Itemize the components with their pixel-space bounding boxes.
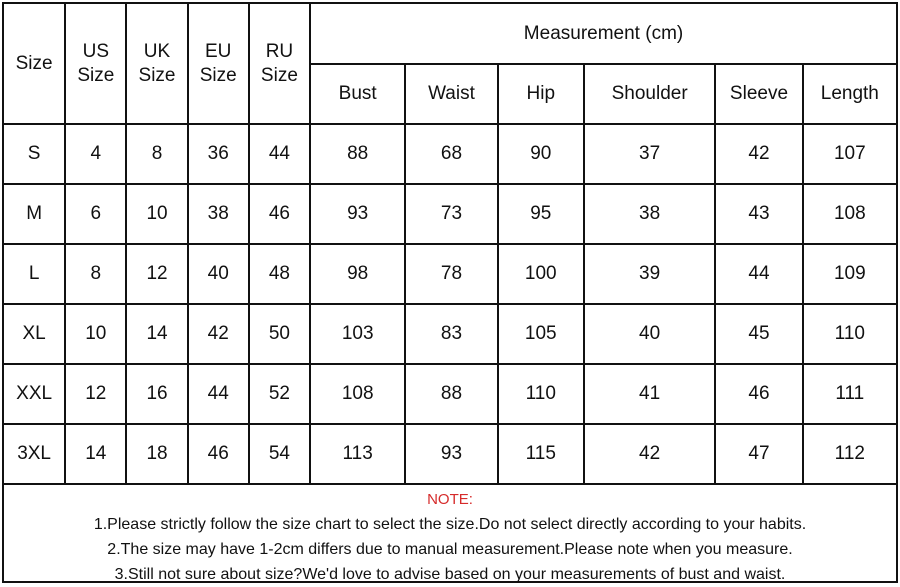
note-line-1: 1.Please strictly follow the size chart to select the size.Do not select directly according to your habits. bbox=[93, 516, 807, 533]
cell-size: L bbox=[4, 244, 65, 304]
cell-us-size: 14 bbox=[65, 424, 126, 484]
header-waist: Waist bbox=[405, 64, 497, 124]
cell-uk-size: 14 bbox=[126, 304, 187, 364]
cell-waist: 78 bbox=[405, 244, 497, 304]
cell-waist: 93 bbox=[405, 424, 497, 484]
cell-sleeve: 44 bbox=[715, 244, 802, 304]
table-row bbox=[4, 244, 896, 304]
cell-uk-size: 10 bbox=[126, 184, 187, 244]
cell-eu-size: 44 bbox=[188, 364, 249, 424]
cell-length: 110 bbox=[803, 304, 896, 364]
cell-eu-size: 36 bbox=[188, 124, 249, 184]
table-row bbox=[4, 124, 896, 184]
header-ru-size bbox=[249, 4, 310, 124]
cell-shoulder: 41 bbox=[584, 364, 715, 424]
header-us-size bbox=[65, 4, 126, 124]
cell-hip: 95 bbox=[498, 184, 584, 244]
cell-hip: 90 bbox=[498, 124, 584, 184]
header-eu-size bbox=[188, 4, 249, 124]
cell-size: 3XL bbox=[4, 424, 65, 484]
note-title: NOTE: bbox=[427, 491, 473, 508]
header-length: Length bbox=[803, 64, 896, 124]
cell-shoulder: 40 bbox=[584, 304, 715, 364]
cell-size: M bbox=[4, 184, 65, 244]
cell-length: 108 bbox=[803, 184, 896, 244]
table-row bbox=[4, 424, 896, 484]
cell-ru-size: 48 bbox=[249, 244, 310, 304]
cell-bust: 113 bbox=[310, 424, 405, 484]
cell-uk-size: 12 bbox=[126, 244, 187, 304]
table-row bbox=[4, 304, 896, 364]
cell-sleeve: 47 bbox=[715, 424, 802, 484]
size-chart bbox=[2, 2, 898, 583]
cell-size: XXL bbox=[4, 364, 65, 424]
cell-length: 111 bbox=[803, 364, 896, 424]
header-uk-size-label: Size bbox=[138, 64, 176, 86]
cell-shoulder: 37 bbox=[584, 124, 715, 184]
table-body bbox=[4, 124, 896, 484]
header-us-size-label: Size bbox=[77, 64, 115, 86]
header-uk-size bbox=[126, 4, 187, 124]
cell-shoulder: 38 bbox=[584, 184, 715, 244]
cell-uk-size: 16 bbox=[126, 364, 187, 424]
cell-us-size: 6 bbox=[65, 184, 126, 244]
cell-eu-size: 38 bbox=[188, 184, 249, 244]
cell-length: 107 bbox=[803, 124, 896, 184]
note-line-3: 3.Still not sure about size?We'd love to advise based on your measurements of bust and waist. bbox=[114, 566, 786, 583]
header-ru-size-label: Size bbox=[260, 64, 298, 86]
notes-section bbox=[4, 485, 896, 587]
header-eu-label: EU bbox=[205, 40, 232, 62]
cell-us-size: 4 bbox=[65, 124, 126, 184]
cell-ru-size: 50 bbox=[249, 304, 310, 364]
cell-hip: 100 bbox=[498, 244, 584, 304]
cell-shoulder: 42 bbox=[584, 424, 715, 484]
cell-bust: 103 bbox=[310, 304, 405, 364]
cell-bust: 93 bbox=[310, 184, 405, 244]
header-us-label: US bbox=[82, 40, 109, 62]
cell-ru-size: 54 bbox=[249, 424, 310, 484]
header-eu-size-label: Size bbox=[199, 64, 237, 86]
cell-eu-size: 40 bbox=[188, 244, 249, 304]
cell-sleeve: 46 bbox=[715, 364, 802, 424]
header-bust: Bust bbox=[310, 64, 405, 124]
size-table bbox=[4, 4, 896, 485]
header-measurement-group: Measurement (cm) bbox=[310, 4, 896, 64]
cell-ru-size: 44 bbox=[249, 124, 310, 184]
cell-us-size: 8 bbox=[65, 244, 126, 304]
cell-us-size: 12 bbox=[65, 364, 126, 424]
header-ru-label: RU bbox=[265, 40, 294, 62]
cell-ru-size: 52 bbox=[249, 364, 310, 424]
cell-sleeve: 43 bbox=[715, 184, 802, 244]
header-sleeve: Sleeve bbox=[715, 64, 802, 124]
cell-uk-size: 8 bbox=[126, 124, 187, 184]
cell-length: 109 bbox=[803, 244, 896, 304]
header-uk-label: UK bbox=[143, 40, 171, 62]
cell-waist: 88 bbox=[405, 364, 497, 424]
cell-shoulder: 39 bbox=[584, 244, 715, 304]
cell-eu-size: 46 bbox=[188, 424, 249, 484]
cell-uk-size: 18 bbox=[126, 424, 187, 484]
cell-bust: 108 bbox=[310, 364, 405, 424]
cell-size: S bbox=[4, 124, 65, 184]
cell-waist: 73 bbox=[405, 184, 497, 244]
header-hip: Hip bbox=[498, 64, 584, 124]
cell-hip: 110 bbox=[498, 364, 584, 424]
cell-eu-size: 42 bbox=[188, 304, 249, 364]
cell-bust: 98 bbox=[310, 244, 405, 304]
cell-length: 112 bbox=[803, 424, 896, 484]
cell-hip: 115 bbox=[498, 424, 584, 484]
cell-size: XL bbox=[4, 304, 65, 364]
cell-waist: 68 bbox=[405, 124, 497, 184]
cell-hip: 105 bbox=[498, 304, 584, 364]
header-size: Size bbox=[4, 4, 65, 124]
cell-sleeve: 45 bbox=[715, 304, 802, 364]
table-row bbox=[4, 364, 896, 424]
cell-us-size: 10 bbox=[65, 304, 126, 364]
header-row bbox=[4, 4, 896, 64]
cell-bust: 88 bbox=[310, 124, 405, 184]
table-row bbox=[4, 184, 896, 244]
cell-sleeve: 42 bbox=[715, 124, 802, 184]
cell-ru-size: 46 bbox=[249, 184, 310, 244]
header-shoulder: Shoulder bbox=[584, 64, 715, 124]
cell-waist: 83 bbox=[405, 304, 497, 364]
note-line-2: 2.The size may have 1-2cm differs due to manual measurement.Please note when you measure. bbox=[107, 541, 793, 558]
